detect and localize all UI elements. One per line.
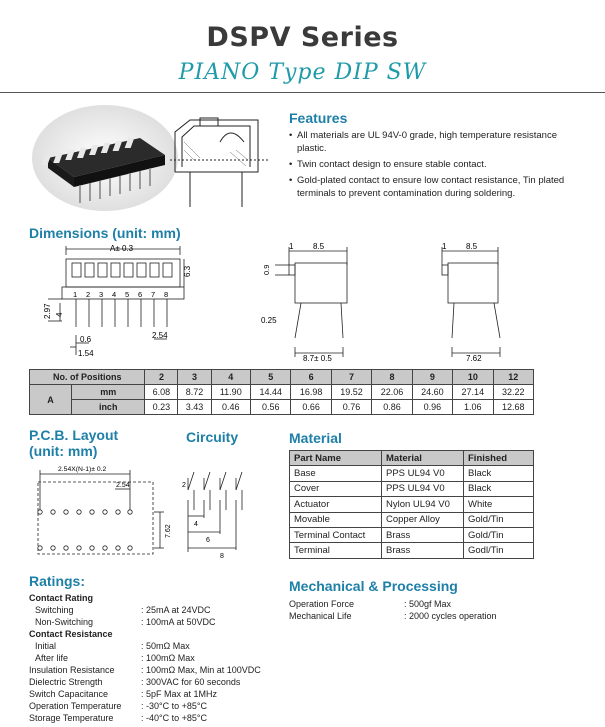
- rating-row: [29, 592, 289, 604]
- material-table: [289, 450, 534, 559]
- dim-8-7-label: 8.7± 0.5: [303, 354, 332, 363]
- circuit-2-label: 2: [182, 482, 186, 489]
- table-cell: 2: [145, 370, 178, 385]
- features-list: [289, 129, 589, 203]
- table-row: [290, 466, 534, 481]
- dim-a-label: A± 0.3: [110, 244, 134, 253]
- table-cell: 7: [331, 370, 371, 385]
- dim-1-label: 1: [289, 243, 294, 251]
- table-cell: 14.44: [251, 385, 291, 400]
- table-cell: Cover: [290, 481, 382, 496]
- circuit-4-label: 4: [194, 521, 198, 528]
- rating-label: Non-Switching: [35, 617, 94, 627]
- circuitry-diagram: [180, 462, 280, 562]
- table-header-row: [290, 451, 534, 466]
- table-cell: 8.72: [178, 385, 211, 400]
- table-cell: PPS UL94 V0: [382, 481, 464, 496]
- table-cell: 32.22: [493, 385, 533, 400]
- table-row: [30, 400, 534, 415]
- table-cell: 12: [493, 370, 533, 385]
- table-cell: 27.14: [453, 385, 493, 400]
- rating-value: [141, 628, 289, 640]
- pcb-pitch-label: 2.54X(N-1)± 0.2: [58, 466, 107, 473]
- pin-number: 7: [151, 290, 156, 299]
- ratings-list: [29, 592, 289, 724]
- rating-value: : 300VAC for 60 seconds: [141, 677, 241, 687]
- mechanical-row: [289, 610, 589, 622]
- rating-label: Insulation Resistance: [29, 665, 115, 675]
- rating-label: Operation Temperature: [29, 701, 122, 711]
- dimensions-heading: Dimensions (unit: mm): [29, 225, 181, 241]
- table-cell: PPS UL94 V0: [382, 466, 464, 481]
- table-cell: Actuator: [290, 497, 382, 512]
- dimension-drawing-side: [255, 243, 355, 363]
- feature-item: • All materials are UL 94V-0 grade, high temperature resistance plastic.: [289, 129, 589, 155]
- rating-value: : 25mA at 24VDC: [141, 605, 211, 615]
- product-photo: [30, 103, 180, 213]
- pin-number: 5: [125, 290, 130, 299]
- rating-value: : 100mA at 50VDC: [141, 617, 216, 627]
- positions-header: No. of Positions: [30, 370, 145, 385]
- table-header-row: [30, 370, 534, 385]
- pin-number: 1: [73, 290, 78, 299]
- ratings-heading: Ratings:: [29, 573, 85, 589]
- table-cell: 10: [453, 370, 493, 385]
- table-cell: 0.86: [372, 400, 412, 415]
- pin-number: 4: [112, 290, 117, 299]
- title-divider: [0, 92, 605, 93]
- table-cell: 3: [178, 370, 211, 385]
- table-cell: Godl/Tin: [464, 543, 534, 558]
- table-row: [290, 481, 534, 496]
- rating-label: Switch Capacitance: [29, 689, 109, 699]
- table-row: [290, 527, 534, 542]
- rating-row: [29, 604, 289, 616]
- pin-number: 3: [99, 290, 104, 299]
- rating-row: [29, 712, 289, 724]
- rating-label: Dielectric Strength: [29, 677, 103, 687]
- table-cell: Terminal: [290, 543, 382, 558]
- table-cell: 0.56: [251, 400, 291, 415]
- table-cell: Brass: [382, 543, 464, 558]
- table-cell: 0.76: [331, 400, 371, 415]
- rating-row: [29, 676, 289, 688]
- pcb-7-62-label: 7.62: [165, 524, 172, 538]
- table-row: [290, 497, 534, 512]
- pcb-2-54-label: 2.54: [116, 482, 130, 489]
- row-label-a: A: [30, 385, 72, 415]
- table-cell: Nylon UL94 V0: [382, 497, 464, 512]
- unit-label: inch: [72, 400, 145, 415]
- table-cell: 1.06: [453, 400, 493, 415]
- table-cell: Copper Alloy: [382, 512, 464, 527]
- circuit-6-label: 6: [206, 537, 210, 544]
- dim-4-label: 4: [55, 312, 64, 317]
- table-header-cell: Material: [382, 451, 464, 466]
- table-header-cell: Part Name: [290, 451, 382, 466]
- rating-row: [29, 652, 289, 664]
- cross-section-drawing: [170, 112, 270, 210]
- material-heading: Material: [289, 430, 342, 446]
- dim-7-62-label: 7.62: [466, 354, 482, 363]
- circuitry-heading: Circuity: [186, 429, 239, 445]
- rating-label: After life: [35, 653, 69, 663]
- mechanical-heading: Mechanical & Processing: [289, 578, 458, 594]
- feature-item: • Twin contact design to ensure stable contact.: [289, 158, 589, 171]
- rating-label: Initial: [35, 641, 57, 651]
- rating-label: Storage Temperature: [29, 713, 114, 723]
- dim-2-54-label: 2.54: [152, 331, 168, 340]
- rating-value: : 50mΩ Max: [141, 641, 190, 651]
- page-title: DSPV Series: [206, 22, 399, 53]
- dim-8-5-label: 8.5: [466, 243, 478, 251]
- table-cell: 16.98: [291, 385, 331, 400]
- dimension-drawing-end: [432, 243, 512, 363]
- rating-label: Contact Rating: [29, 593, 93, 603]
- table-row: [290, 512, 534, 527]
- pcb-heading-line1: P.C.B. Layout: [29, 427, 119, 443]
- dim-8-5-label: 8.5: [313, 243, 325, 251]
- mechanical-list: [289, 598, 589, 622]
- mechanical-value: : 500gf Max: [404, 599, 452, 609]
- dim-6-3-label: 6.3: [183, 265, 192, 277]
- rating-row: [29, 688, 289, 700]
- rating-value: : -40°C to +85°C: [141, 713, 207, 723]
- features-heading: Features: [289, 110, 348, 126]
- rating-row: [29, 628, 289, 640]
- table-cell: 8: [372, 370, 412, 385]
- table-cell: 4: [211, 370, 250, 385]
- rating-value: : -30°C to +85°C: [141, 701, 207, 711]
- table-cell: 0.96: [412, 400, 452, 415]
- dim-2-97-label: 2.97: [43, 303, 52, 319]
- pcb-heading-line2: (unit: mm): [29, 443, 98, 459]
- table-cell: 6: [291, 370, 331, 385]
- table-cell: White: [464, 497, 534, 512]
- table-cell: 22.06: [372, 385, 412, 400]
- mechanical-label: Mechanical Life: [289, 611, 352, 621]
- rating-value: : 100mΩ Max: [141, 653, 195, 663]
- dim-1-label: 1: [442, 243, 447, 251]
- dimensions-table: [29, 369, 534, 415]
- rating-label: Switching: [35, 605, 74, 615]
- table-cell: 6.08: [145, 385, 178, 400]
- pin-number: 6: [138, 290, 143, 299]
- mechanical-row: [289, 598, 589, 610]
- table-cell: Black: [464, 481, 534, 496]
- pin-number-row: [73, 290, 168, 299]
- table-cell: 24.60: [412, 385, 452, 400]
- dim-0-6-label: 0.6: [80, 335, 92, 344]
- table-cell: 19.52: [331, 385, 371, 400]
- rating-value: : 5pF Max at 1MHz: [141, 689, 218, 699]
- pcb-heading: [29, 427, 118, 459]
- table-row: [290, 543, 534, 558]
- dim-0-9-label: 0.9: [262, 264, 271, 275]
- rating-value: [141, 592, 289, 604]
- unit-label: mm: [72, 385, 145, 400]
- dim-1-54-label: 1.54: [78, 349, 94, 358]
- mechanical-label: Operation Force: [289, 599, 355, 609]
- rating-row: [29, 664, 289, 676]
- rating-row: [29, 640, 289, 652]
- pin-number: 2: [86, 290, 91, 299]
- table-cell: Terminal Contact: [290, 527, 382, 542]
- table-cell: 9: [412, 370, 452, 385]
- table-cell: 0.46: [211, 400, 250, 415]
- mechanical-value: : 2000 cycles operation: [404, 611, 497, 621]
- table-cell: 3.43: [178, 400, 211, 415]
- table-cell: Base: [290, 466, 382, 481]
- table-cell: 0.66: [291, 400, 331, 415]
- table-row: [30, 385, 534, 400]
- rating-label: Contact Resistance: [29, 629, 113, 639]
- table-cell: 0.23: [145, 400, 178, 415]
- table-cell: Gold/Tin: [464, 527, 534, 542]
- circuit-8-label: 8: [220, 553, 224, 560]
- table-cell: 12.68: [493, 400, 533, 415]
- table-cell: 5: [251, 370, 291, 385]
- rating-row: [29, 616, 289, 628]
- table-cell: Movable: [290, 512, 382, 527]
- rating-row: [29, 700, 289, 712]
- table-cell: Black: [464, 466, 534, 481]
- page-subtitle: PIANO Type DIP SW: [178, 60, 427, 85]
- rating-value: : 100mΩ Max, Min at 100VDC: [141, 665, 261, 675]
- table-header-cell: Finished: [464, 451, 534, 466]
- table-cell: Brass: [382, 527, 464, 542]
- table-cell: 11.90: [211, 385, 250, 400]
- pin-number: 8: [164, 290, 169, 299]
- dimension-drawing-front: [40, 243, 200, 363]
- pcb-layout-drawing: [30, 462, 180, 562]
- table-cell: Gold/Tin: [464, 512, 534, 527]
- feature-item: • Gold-plated contact to ensure low contact resistance, Tin plated terminals to prevent contamination during soldering.: [289, 174, 589, 200]
- dim-0-25-label: 0.25: [261, 316, 277, 325]
